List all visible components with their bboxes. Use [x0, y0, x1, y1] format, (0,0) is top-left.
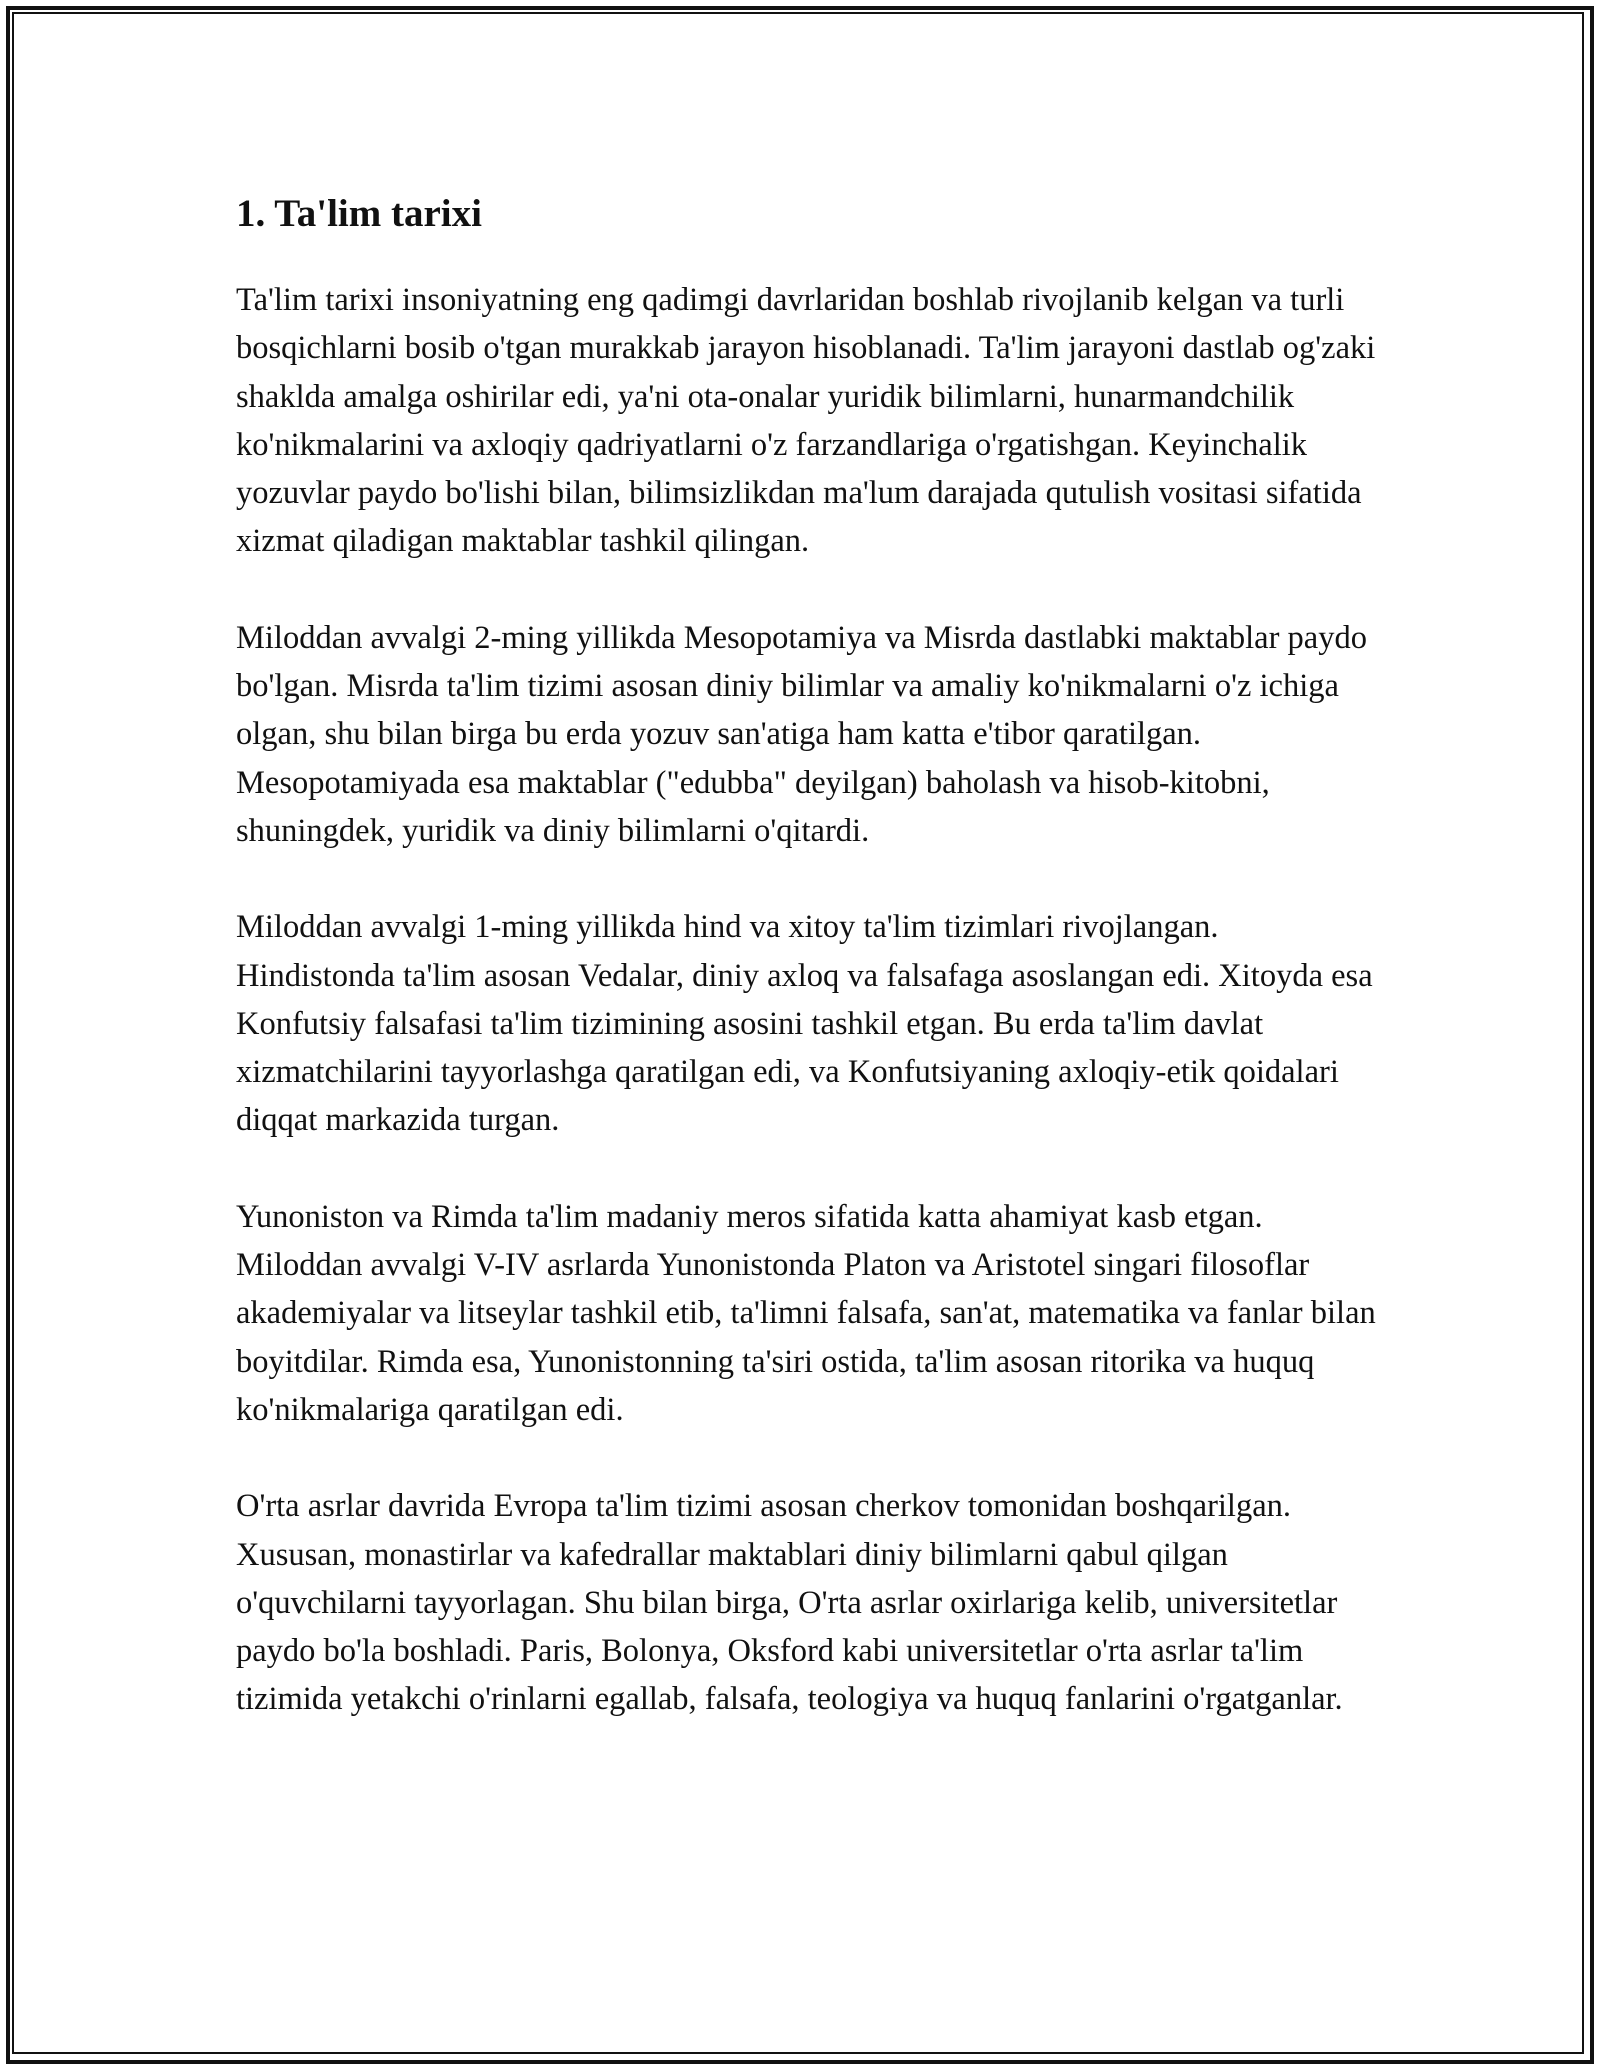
section-heading: 1. Ta'lim tarixi [236, 192, 482, 235]
paragraph-4: Yunoniston va Rimda ta'lim madaniy meros sifatida katta ahamiyat kasb etgan. Miloddan avvalgi V-IV asrlarda Yunonistonda Platon va Aristotel singari filosoflar akademiyalar va litseylar tashkil etib, ta'limni falsafa, san'at, matematika va fanlar bilan boyitdilar. Rimda esa, Yunonistonning ta'siri ostida, ta'lim asosan ritorika va huquq ko'nikmalariga qaratilgan edi. [236, 1198, 1376, 1428]
paragraph-2: Miloddan avvalgi 2-ming yillikda Mesopotamiya va Misrda dastlabki maktablar paydo bo'lgan. Misrda ta'lim tizimi asosan diniy bilimlar va amaliy ko'nikmalarni o'z ichiga olgan, shu bilan birga bu erda yozuv san'atiga ham katta e'tibor qaratilgan. Mesopotamiyada esa maktablar ("edubba" deyilgan) baholash va hisob-kitobni, shuningdek, yuridik va diniy bilimlarni o'qitardi. [236, 619, 1367, 849]
document-body [236, 186, 1376, 1772]
paragraph-5: O'rta asrlar davrida Evropa ta'lim tizimi asosan cherkov tomonidan boshqarilgan. Xususan, monastirlar va kafedrallar maktablari diniy bilimlarni qabul qilgan o'quvchilarni tayyorlagan. Shu bilan birga, O'rta asrlar oxirlariga kelib, universitetlar paydo bo'la boshladi. Paris, Bolonya, Oksford kabi universitetlar o'rta asrlar ta'lim tizimida yetakchi o'rinlarni egallab, falsafa, teologiya va huquq fanlarini o'rgatganlar. [236, 1488, 1343, 1718]
paragraph-3: Miloddan avvalgi 1-ming yillikda hind va xitoy ta'lim tizimlari rivojlangan. Hindistonda ta'lim asosan Vedalar, diniy axloq va falsafaga asoslangan edi. Xitoyda esa Konfutsiy falsafasi ta'lim tizimining asosini tashkil etgan. Bu erda ta'lim davlat xizmatchilarini tayyorlashga qaratilgan edi, va Konfutsiyaning axloqiy-etik qoidalari diqqat markazida turgan. [236, 909, 1373, 1139]
paragraph-1: Ta'lim tarixi insoniyatning eng qadimgi davrlaridan boshlab rivojlanib kelgan va turli bosqichlarni bosib o'tgan murakkab jarayon hisoblanadi. Ta'lim jarayoni dastlab og'zaki shaklda amalga oshirilar edi, ya'ni ota-onalar yuridik bilimlarni, hunarmandchilik ko'nikmalarini va axloqiy qadriyatlarni o'z farzandlariga o'rgatishgan. Keyinchalik yozuvlar paydo bo'lishi bilan, bilimsizlikdan ma'lum darajada qutulish vositasi sifatida xizmat qiladigan maktablar tashkil qilingan. [236, 282, 1376, 560]
